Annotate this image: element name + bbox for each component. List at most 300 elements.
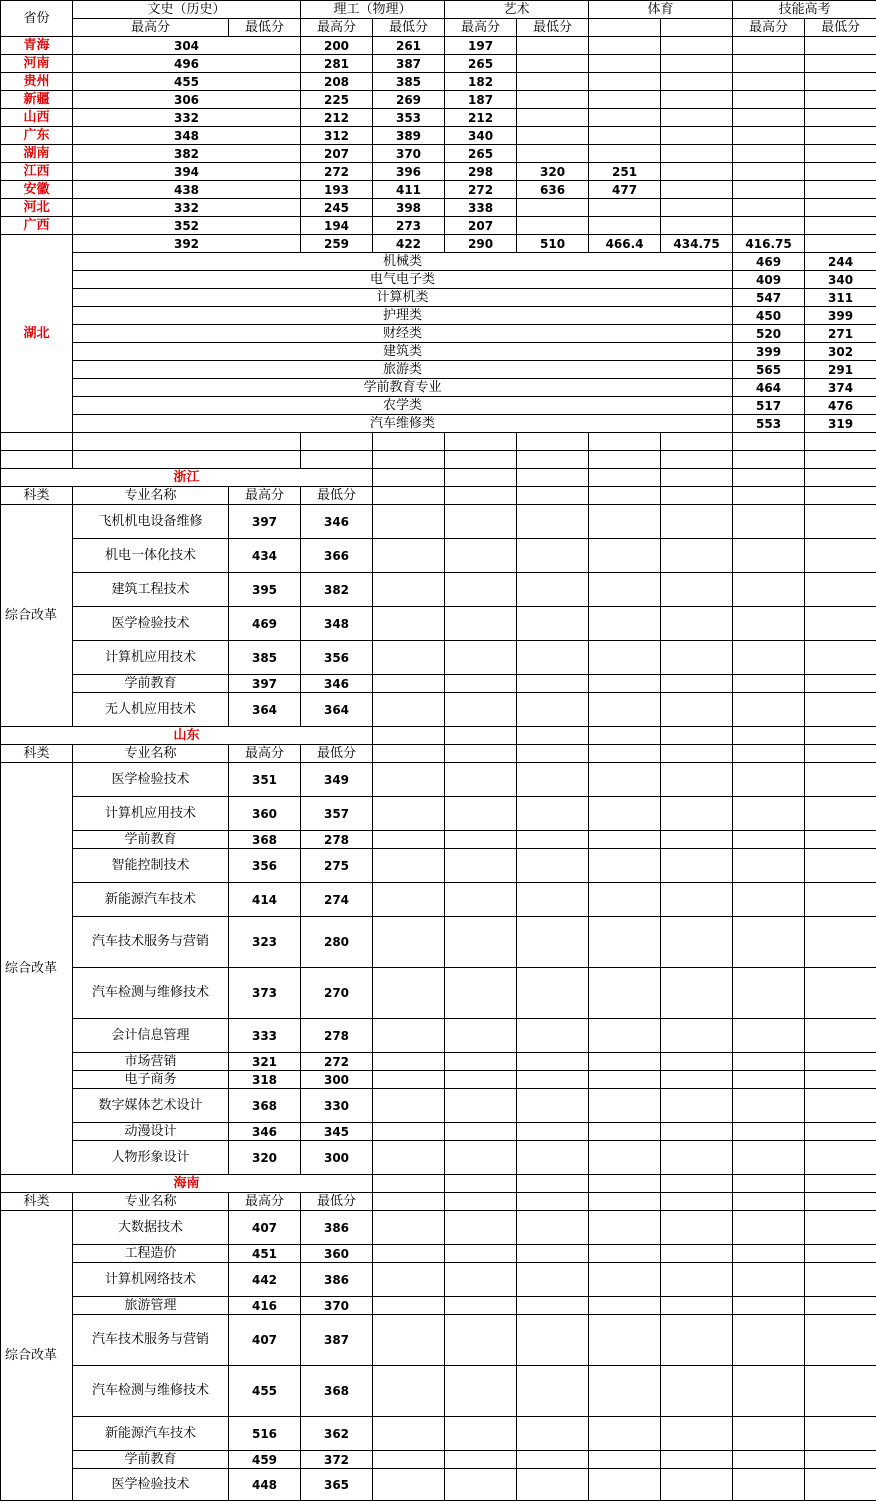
empty-cell <box>445 1211 517 1245</box>
art-max: 510 <box>517 235 589 253</box>
empty-cell <box>373 693 445 727</box>
empty-cell <box>805 37 876 55</box>
empty-cell <box>589 1366 661 1417</box>
empty-cell <box>805 1123 876 1141</box>
major-max: 364 <box>229 693 301 727</box>
table-row <box>1 451 876 469</box>
major-name: 汽车检测与维修技术 <box>73 968 229 1019</box>
empty-cell <box>661 199 733 217</box>
empty-cell <box>733 573 805 607</box>
skill-max: 547 <box>733 289 805 307</box>
empty-cell <box>805 797 876 831</box>
empty-cell <box>661 641 733 675</box>
province-name: 青海 <box>1 37 73 55</box>
major-max: 451 <box>229 1245 301 1263</box>
ligong-max: 370 <box>373 145 445 163</box>
empty-cell <box>661 1019 733 1053</box>
table-row <box>1 745 876 763</box>
major-min: 360 <box>301 1245 373 1263</box>
major-max: 459 <box>229 1451 301 1469</box>
skill-max: 464 <box>733 379 805 397</box>
major-name: 市场营销 <box>73 1053 229 1071</box>
table-row <box>1 1469 876 1501</box>
major-name: 工程造价 <box>73 1245 229 1263</box>
wenshi-min: 194 <box>301 217 373 235</box>
empty-cell <box>73 451 301 469</box>
ligong-min: 265 <box>445 55 517 73</box>
empty-cell <box>661 1089 733 1123</box>
header-li-max: 最高分 <box>301 19 373 37</box>
empty-cell <box>661 883 733 917</box>
header-art-min: 最低分 <box>517 19 589 37</box>
empty-cell <box>661 1141 733 1175</box>
category-name: 综合改革 <box>1 1211 73 1501</box>
empty-cell <box>805 539 876 573</box>
major-name: 计算机应用技术 <box>73 641 229 675</box>
empty-cell <box>661 968 733 1019</box>
empty-cell <box>661 763 733 797</box>
empty-cell <box>733 883 805 917</box>
table-row <box>1 1451 876 1469</box>
table-row <box>1 343 876 361</box>
table-row <box>1 1175 876 1193</box>
pe-min: 416.75 <box>733 235 805 253</box>
empty-cell <box>805 145 876 163</box>
major-min: 365 <box>301 1469 373 1501</box>
province-name: 广西 <box>1 217 73 235</box>
empty-cell <box>517 763 589 797</box>
art-max <box>517 109 589 127</box>
empty-cell <box>373 1089 445 1123</box>
empty-cell <box>517 797 589 831</box>
art-max <box>517 145 589 163</box>
major-min: 330 <box>301 1089 373 1123</box>
table-row <box>1 109 876 127</box>
wenshi-min: 200 <box>301 37 373 55</box>
empty-cell <box>733 505 805 539</box>
major-min: 278 <box>301 1019 373 1053</box>
empty-cell <box>373 1193 445 1211</box>
table-row <box>1 1315 876 1366</box>
art-max: 320 <box>517 163 589 181</box>
table-row <box>1 91 876 109</box>
empty-cell <box>733 37 805 55</box>
empty-cell <box>373 675 445 693</box>
major-max: 407 <box>229 1315 301 1366</box>
subheader-max: 最高分 <box>229 1193 301 1211</box>
empty-cell <box>733 145 805 163</box>
skill-max: 565 <box>733 361 805 379</box>
major-max: 360 <box>229 797 301 831</box>
table-row <box>1 253 876 271</box>
empty-cell <box>805 73 876 91</box>
empty-cell <box>805 433 876 451</box>
empty-cell <box>805 469 876 487</box>
skill-min: 399 <box>805 307 876 325</box>
major-name: 医学检验技术 <box>73 607 229 641</box>
empty-cell <box>445 675 517 693</box>
empty-cell <box>517 469 589 487</box>
empty-cell <box>805 451 876 469</box>
major-name: 人物形象设计 <box>73 1141 229 1175</box>
ligong-min: 265 <box>445 145 517 163</box>
empty-cell <box>445 1193 517 1211</box>
empty-cell <box>445 1297 517 1315</box>
art-min <box>589 109 661 127</box>
major-min: 366 <box>301 539 373 573</box>
empty-cell <box>661 573 733 607</box>
table-row <box>1 55 876 73</box>
empty-cell <box>445 727 517 745</box>
major-max: 397 <box>229 505 301 539</box>
wenshi-max: 332 <box>73 199 301 217</box>
empty-cell <box>373 573 445 607</box>
empty-cell <box>517 433 589 451</box>
province-name: 新疆 <box>1 91 73 109</box>
skill-max: 553 <box>733 415 805 433</box>
empty-cell <box>589 487 661 505</box>
skill-category: 农学类 <box>73 397 733 415</box>
art-max <box>517 127 589 145</box>
empty-cell <box>805 91 876 109</box>
empty-cell <box>373 1417 445 1451</box>
table-row <box>1 968 876 1019</box>
major-name: 会计信息管理 <box>73 1019 229 1053</box>
empty-cell <box>373 831 445 849</box>
empty-cell <box>661 797 733 831</box>
empty-cell <box>805 849 876 883</box>
wenshi-max: 382 <box>73 145 301 163</box>
subheader-max: 最高分 <box>229 745 301 763</box>
major-max: 356 <box>229 849 301 883</box>
skill-max: 450 <box>733 307 805 325</box>
empty-cell <box>661 505 733 539</box>
empty-cell <box>661 1417 733 1451</box>
major-name: 数字媒体艺术设计 <box>73 1089 229 1123</box>
empty-cell <box>805 1193 876 1211</box>
empty-cell <box>517 1193 589 1211</box>
wenshi-max: 392 <box>73 235 301 253</box>
subheader-max: 最高分 <box>229 487 301 505</box>
empty-cell <box>445 573 517 607</box>
empty-cell <box>517 1417 589 1451</box>
major-max: 351 <box>229 763 301 797</box>
empty-cell <box>589 849 661 883</box>
empty-cell <box>733 1297 805 1315</box>
empty-cell <box>373 607 445 641</box>
major-max: 346 <box>229 1123 301 1141</box>
major-max: 407 <box>229 1211 301 1245</box>
art-max <box>517 37 589 55</box>
empty-cell <box>733 831 805 849</box>
empty-cell <box>661 1245 733 1263</box>
major-max: 318 <box>229 1071 301 1089</box>
empty-cell <box>589 469 661 487</box>
empty-cell <box>373 1211 445 1245</box>
empty-cell <box>517 505 589 539</box>
header-li-min: 最低分 <box>373 19 445 37</box>
table-row <box>1 325 876 343</box>
major-name: 医学检验技术 <box>73 763 229 797</box>
ligong-min: 212 <box>445 109 517 127</box>
major-name: 机电一体化技术 <box>73 539 229 573</box>
empty-cell <box>661 1451 733 1469</box>
empty-cell <box>661 163 733 181</box>
empty-cell <box>445 1053 517 1071</box>
empty-cell <box>733 1211 805 1245</box>
wenshi-max: 438 <box>73 181 301 199</box>
empty-cell <box>661 693 733 727</box>
empty-cell <box>445 607 517 641</box>
major-max: 442 <box>229 1263 301 1297</box>
empty-cell <box>589 1469 661 1501</box>
empty-cell <box>445 1263 517 1297</box>
skill-min: 291 <box>805 361 876 379</box>
major-max: 373 <box>229 968 301 1019</box>
major-max: 368 <box>229 1089 301 1123</box>
subheader-major: 专业名称 <box>73 1193 229 1211</box>
province-name: 贵州 <box>1 73 73 91</box>
wenshi-max: 352 <box>73 217 301 235</box>
table-row <box>1 607 876 641</box>
table-row <box>1 539 876 573</box>
ligong-max: 269 <box>373 91 445 109</box>
table-row <box>1 1193 876 1211</box>
major-max: 455 <box>229 1366 301 1417</box>
empty-cell <box>805 1211 876 1245</box>
subheader-category: 科类 <box>1 745 73 763</box>
table-row <box>1 505 876 539</box>
empty-cell <box>733 433 805 451</box>
table-row <box>1 917 876 968</box>
empty-cell <box>1 451 73 469</box>
empty-cell <box>805 883 876 917</box>
empty-cell <box>661 1297 733 1315</box>
major-min: 346 <box>301 675 373 693</box>
wenshi-min: 259 <box>301 235 373 253</box>
table-row <box>1 145 876 163</box>
empty-cell <box>661 181 733 199</box>
table-row <box>1 37 876 55</box>
empty-cell <box>589 1019 661 1053</box>
ligong-min: 272 <box>445 181 517 199</box>
wenshi-min: 208 <box>301 73 373 91</box>
empty-cell <box>805 1053 876 1071</box>
empty-cell <box>373 1141 445 1175</box>
empty-cell <box>589 1123 661 1141</box>
empty-cell <box>805 127 876 145</box>
table-row <box>1 849 876 883</box>
empty-cell <box>589 1451 661 1469</box>
empty-cell <box>445 1019 517 1053</box>
empty-cell <box>661 1211 733 1245</box>
skill-min: 311 <box>805 289 876 307</box>
empty-cell <box>373 1366 445 1417</box>
major-min: 270 <box>301 968 373 1019</box>
empty-cell <box>445 1417 517 1451</box>
header-tiyu: 体育 <box>589 1 733 19</box>
ligong-min: 338 <box>445 199 517 217</box>
empty-cell <box>733 1193 805 1211</box>
major-max: 320 <box>229 1141 301 1175</box>
empty-cell <box>373 1019 445 1053</box>
empty-cell <box>805 727 876 745</box>
empty-cell <box>517 1175 589 1193</box>
empty-cell <box>733 1366 805 1417</box>
empty-cell <box>373 1263 445 1297</box>
empty-cell <box>589 1175 661 1193</box>
empty-cell <box>445 433 517 451</box>
table-row <box>1 1089 876 1123</box>
empty-cell <box>733 1315 805 1366</box>
table-row <box>1 1053 876 1071</box>
wenshi-min: 225 <box>301 91 373 109</box>
skill-category: 电气电子类 <box>73 271 733 289</box>
empty-cell <box>517 1469 589 1501</box>
wenshi-min: 207 <box>301 145 373 163</box>
empty-cell <box>805 1245 876 1263</box>
empty-cell <box>589 745 661 763</box>
art-min <box>589 55 661 73</box>
empty-cell <box>589 1245 661 1263</box>
empty-cell <box>661 433 733 451</box>
ligong-max: 422 <box>373 235 445 253</box>
empty-cell <box>445 797 517 831</box>
skill-category: 护理类 <box>73 307 733 325</box>
category-name: 综合改革 <box>1 505 73 727</box>
major-min: 278 <box>301 831 373 849</box>
skill-max: 520 <box>733 325 805 343</box>
skill-min: 374 <box>805 379 876 397</box>
empty-cell <box>733 91 805 109</box>
table-row <box>1 469 876 487</box>
major-name: 智能控制技术 <box>73 849 229 883</box>
major-min: 349 <box>301 763 373 797</box>
empty-cell <box>733 487 805 505</box>
empty-cell <box>589 675 661 693</box>
empty-cell <box>805 181 876 199</box>
major-min: 368 <box>301 1366 373 1417</box>
empty-cell <box>373 1297 445 1315</box>
ligong-max: 353 <box>373 109 445 127</box>
skill-category: 建筑类 <box>73 343 733 361</box>
empty-cell <box>517 693 589 727</box>
table-row <box>1 641 876 675</box>
empty-cell <box>733 1123 805 1141</box>
empty-cell <box>445 1089 517 1123</box>
empty-cell <box>445 641 517 675</box>
header-wen-max: 最高分 <box>73 19 229 37</box>
skill-max: 409 <box>733 271 805 289</box>
empty-cell <box>733 1019 805 1053</box>
art-max <box>517 55 589 73</box>
empty-cell <box>445 469 517 487</box>
province-name: 湖北 <box>1 235 73 433</box>
empty-cell <box>589 968 661 1019</box>
ligong-max: 411 <box>373 181 445 199</box>
empty-cell <box>373 1469 445 1501</box>
empty-cell <box>1 433 73 451</box>
art-max <box>517 199 589 217</box>
empty-cell <box>301 451 373 469</box>
skill-max: 399 <box>733 343 805 361</box>
major-name: 学前教育 <box>73 1451 229 1469</box>
empty-cell <box>589 1053 661 1071</box>
ligong-max: 273 <box>373 217 445 235</box>
empty-cell <box>805 1263 876 1297</box>
empty-cell <box>373 883 445 917</box>
major-max: 397 <box>229 675 301 693</box>
major-name: 汽车检测与维修技术 <box>73 1366 229 1417</box>
empty-cell <box>445 849 517 883</box>
table-row <box>1 271 876 289</box>
empty-cell <box>445 1071 517 1089</box>
empty-cell <box>589 917 661 968</box>
empty-cell <box>517 1297 589 1315</box>
header-jineng: 技能高考 <box>733 1 876 19</box>
table-row <box>1 675 876 693</box>
skill-category: 汽车维修类 <box>73 415 733 433</box>
empty-cell <box>589 727 661 745</box>
empty-cell <box>445 917 517 968</box>
empty-cell <box>733 641 805 675</box>
wenshi-min: 272 <box>301 163 373 181</box>
header-skill-min: 最低分 <box>805 19 876 37</box>
empty-cell <box>373 745 445 763</box>
empty-cell <box>445 693 517 727</box>
empty-cell <box>733 55 805 73</box>
table-row <box>1 289 876 307</box>
header-ligong: 理工（物理） <box>301 1 445 19</box>
empty-cell <box>661 91 733 109</box>
empty-cell <box>445 1175 517 1193</box>
pe-max: 434.75 <box>661 235 733 253</box>
empty-cell <box>805 505 876 539</box>
major-name: 计算机网络技术 <box>73 1263 229 1297</box>
header-skill-max: 最高分 <box>733 19 805 37</box>
table-row <box>1 831 876 849</box>
empty-cell <box>589 641 661 675</box>
empty-cell <box>517 675 589 693</box>
major-min: 387 <box>301 1315 373 1366</box>
major-name: 医学检验技术 <box>73 1469 229 1501</box>
table-row <box>1 1366 876 1417</box>
table-row <box>1 727 876 745</box>
empty-cell <box>661 55 733 73</box>
wenshi-max: 348 <box>73 127 301 145</box>
table-row <box>1 163 876 181</box>
empty-cell <box>733 727 805 745</box>
header-wen-min: 最低分 <box>229 19 301 37</box>
empty-cell <box>589 607 661 641</box>
province-name: 安徽 <box>1 181 73 199</box>
empty-cell <box>517 1366 589 1417</box>
table-row <box>1 433 876 451</box>
art-min <box>589 37 661 55</box>
skill-category: 计算机类 <box>73 289 733 307</box>
empty-cell <box>661 675 733 693</box>
section-title-shandong: 山东 <box>1 727 373 745</box>
empty-cell <box>661 487 733 505</box>
major-name: 计算机应用技术 <box>73 797 229 831</box>
wenshi-max: 304 <box>73 37 301 55</box>
empty-cell <box>517 968 589 1019</box>
empty-cell <box>517 1451 589 1469</box>
empty-cell <box>517 831 589 849</box>
table-row <box>1 1297 876 1315</box>
empty-cell <box>517 1089 589 1123</box>
major-min: 362 <box>301 1417 373 1451</box>
